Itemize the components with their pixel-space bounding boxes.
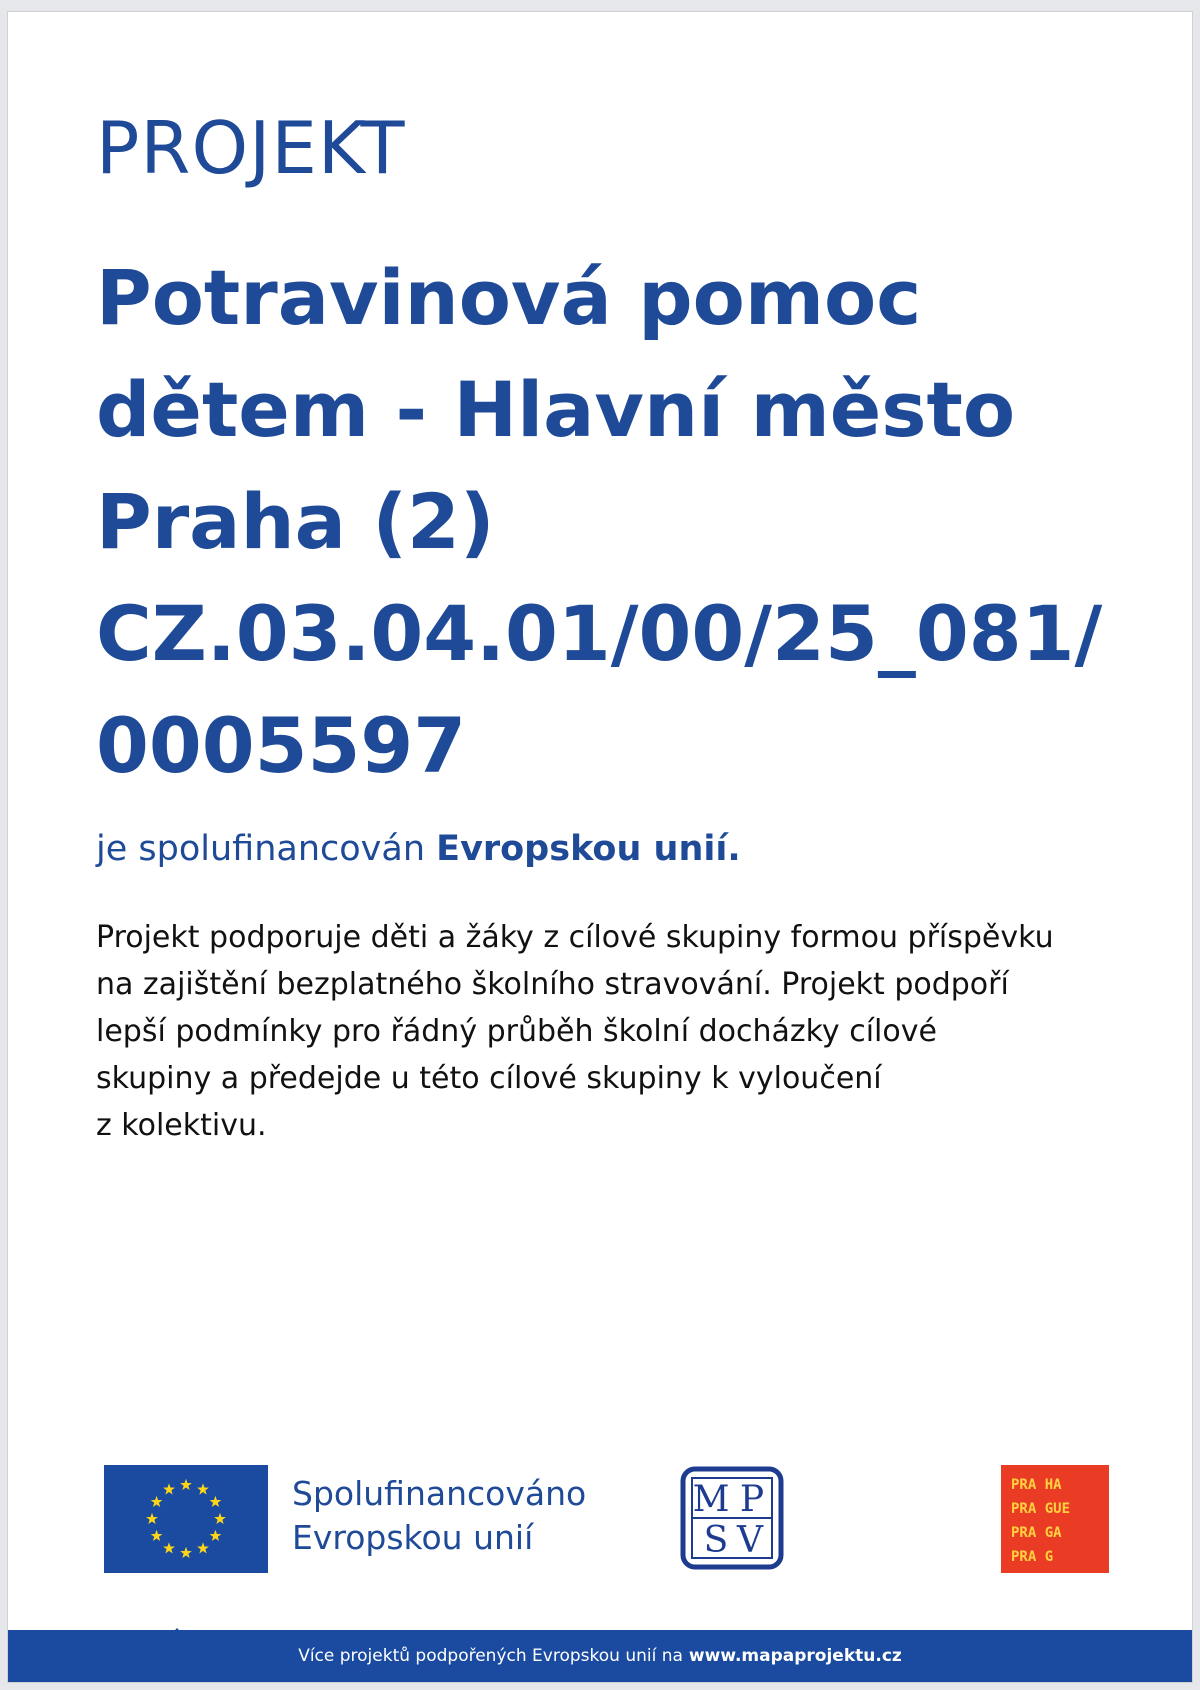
mpsv-letter: S bbox=[703, 1520, 729, 1561]
eu-star-icon bbox=[197, 1542, 209, 1553]
praha-logo-line: PRA GUE bbox=[1011, 1501, 1071, 1517]
description-line: z kolektivu. bbox=[96, 1108, 267, 1143]
eu-star-icon bbox=[163, 1542, 175, 1553]
praha-logo bbox=[1001, 1465, 1109, 1573]
title-line: Praha (2) bbox=[96, 477, 495, 566]
poster bbox=[8, 12, 1192, 1682]
eu-star-icon bbox=[163, 1483, 175, 1494]
eu-star-icon bbox=[180, 1479, 192, 1490]
cofinance-eu: Evropskou unií. bbox=[436, 829, 741, 869]
praha-logo-line: PRA G bbox=[1011, 1549, 1054, 1565]
title-line: dětem - Hlavní město bbox=[96, 365, 1016, 454]
project-code-line: CZ.03.04.01/00/25_081/ bbox=[96, 589, 1103, 678]
eu-text-line: Spolufinancováno bbox=[292, 1474, 587, 1513]
eu-star-icon bbox=[146, 1513, 158, 1524]
description-line: lepší podmínky pro řádný průběh školní docházky cílové bbox=[96, 1014, 937, 1049]
project-code-line: 0005597 bbox=[96, 701, 467, 790]
project-label: PROJEKT bbox=[96, 106, 406, 190]
mpsv-letter: V bbox=[737, 1520, 763, 1561]
eu-star-icon bbox=[214, 1513, 226, 1524]
mpsv-letter: M bbox=[692, 1479, 730, 1520]
footer-text: Více projektů podpořených Evropskou unií na bbox=[298, 1646, 683, 1666]
eu-cofinanced-text bbox=[292, 1472, 586, 1560]
eu-star-icon bbox=[180, 1547, 192, 1558]
eu-star-icon bbox=[151, 1496, 163, 1507]
eu-text-line: Evropskou unií bbox=[292, 1518, 534, 1557]
eu-star-icon bbox=[151, 1530, 163, 1541]
praha-logo-line: PRA HA bbox=[1011, 1477, 1062, 1493]
eu-flag-icon bbox=[104, 1465, 268, 1573]
mpsv-letter: P bbox=[739, 1479, 765, 1520]
description-line: skupiny a předejde u této cílové skupiny k vyloučení bbox=[96, 1061, 882, 1096]
eu-star-icon bbox=[210, 1496, 222, 1507]
footer-bar bbox=[8, 1630, 1192, 1682]
cofinance-prefix: je spolufinancován bbox=[96, 829, 426, 869]
description-line: Projekt podporuje děti a žáky z cílové skupiny formou příspěvku bbox=[96, 920, 1054, 955]
praha-logo-line: PRA GA bbox=[1011, 1525, 1062, 1541]
project-description bbox=[96, 914, 1156, 1149]
eu-stars bbox=[104, 1465, 268, 1573]
mpsv-logo bbox=[680, 1466, 784, 1570]
footer-link[interactable]: www.mapaprojektu.cz bbox=[688, 1646, 902, 1666]
title-line: Potravinová pomoc bbox=[96, 253, 922, 342]
eu-star-icon bbox=[197, 1483, 209, 1494]
project-title bbox=[96, 242, 1156, 802]
description-line: na zajištění bezplatného školního stravování. Projekt podpoří bbox=[96, 967, 1009, 1002]
cofinance-statement bbox=[96, 828, 741, 870]
eu-star-icon bbox=[210, 1530, 222, 1541]
